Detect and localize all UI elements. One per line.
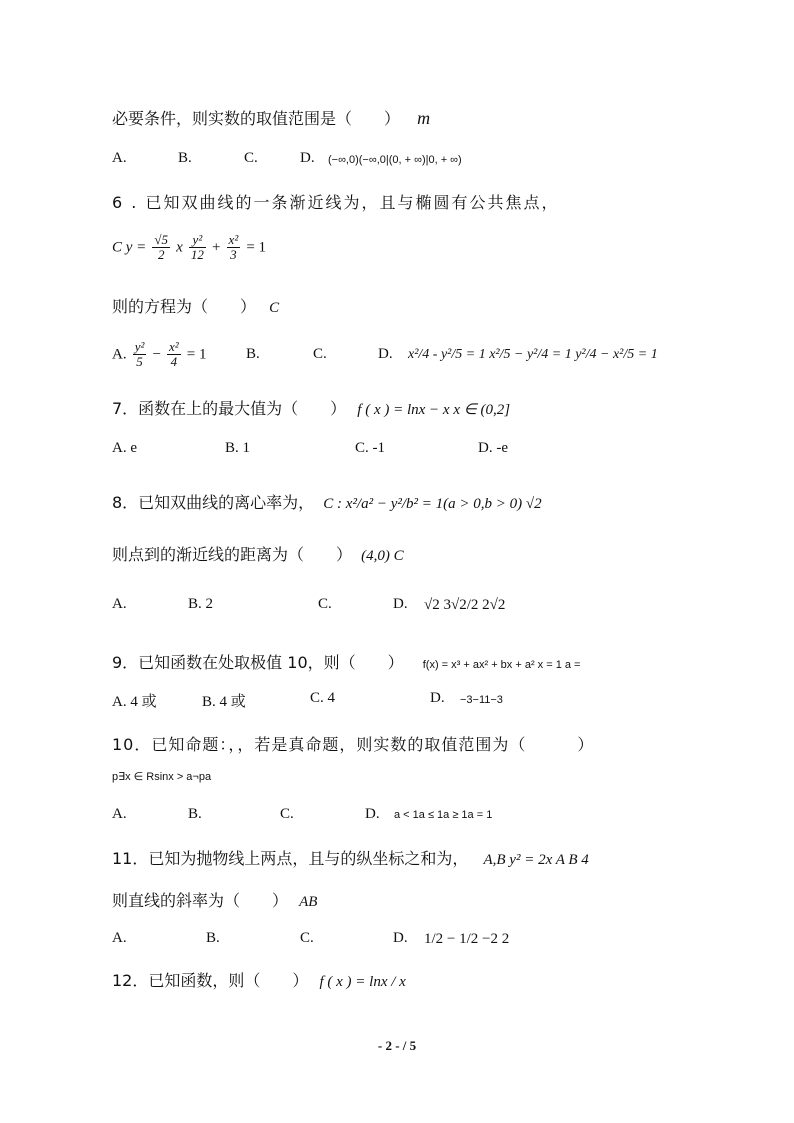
q5-option-b: B. xyxy=(178,150,192,166)
q8-stem: 8．已知双曲线的离心率为， C : x²/a² − y²/b² = 1(a > 0,b > 0) √2 xyxy=(112,493,542,512)
q11-stem-2: 则直线的斜率为（ ） AB xyxy=(112,891,318,910)
q6-option-a: A. $\frac{\text{y²}}{5}$ − $\frac{\text{x²}}{4}$ = 1 xyxy=(112,339,207,369)
q10-option-d-formula: a < 1a ≤ 1a ≥ 1a = 1 xyxy=(394,809,493,821)
q8-option-a: A. xyxy=(112,596,127,612)
q5-stem: 必要条件，则实数的取值范围是（ ） m xyxy=(112,108,431,128)
q11-option-d-formula: 1/2 − 1/2 −2 2 xyxy=(424,931,510,947)
q9-stem: 9．已知函数在处取极值 10，则（ ） f(x) = x³ + ax² + bx + a² x = 1 a = xyxy=(112,653,581,672)
q10-option-d: D. xyxy=(365,806,380,822)
q6-option-d: D. xyxy=(378,346,393,362)
q7-option-a: A. e xyxy=(112,440,137,456)
q9-option-d-formula: −3−11−3 xyxy=(460,694,503,706)
q8-option-b: B. 2 xyxy=(188,596,214,612)
q9-option-d: D. xyxy=(430,690,445,706)
q5-options-formula: (−∞,0)(−∞,0|(0, + ∞)|0, + ∞) xyxy=(328,154,462,166)
q9-option-a: A. 4 或 xyxy=(112,694,157,710)
q6-stem: 6 . 已知双曲线的一条渐近线为，且与椭圆有公共焦点， xyxy=(112,193,560,212)
q5-option-d: D. xyxy=(300,150,315,166)
q10-stem: 10．已知命题：，，若是真命题，则实数的取值范围为（ ） xyxy=(112,735,595,754)
q6-formula: C y = $\frac{√5}{2}$ x $\frac{\text{y²}}{12}$ + $\frac{\text{x²}}{3}$ = 1 xyxy=(112,232,267,262)
q11-option-d: D. xyxy=(393,930,408,946)
q8-option-d: D. xyxy=(393,596,408,612)
q10-option-b: B. xyxy=(188,806,202,822)
q10-formula: p∃x ∈ Rsinx > a¬pa xyxy=(112,771,212,783)
q7-option-b: B. 1 xyxy=(225,440,251,456)
q7-option-d: D. -e xyxy=(478,440,508,456)
q11-option-a: A. xyxy=(112,930,127,946)
q5-option-a: A. xyxy=(112,150,127,166)
q8-option-d-formula: √2 3√2/2 2√2 xyxy=(424,597,506,613)
q7-stem: 7．函数在上的最大值为（ ） f ( x ) = lnx − x x ∈ (0,2] xyxy=(112,399,511,418)
q8-option-c: C. xyxy=(318,596,332,612)
q6-option-c: C. xyxy=(313,346,327,362)
page-footer: - 2 - / 5 xyxy=(377,1038,417,1053)
q6-stem-2: 则的方程为（ ） C xyxy=(112,297,280,316)
q10-option-a: A. xyxy=(112,806,127,822)
q9-option-b: B. 4 或 xyxy=(202,694,246,710)
q11-stem: 11．已知为抛物线上两点，且与的纵坐标之和为， A,B y² = 2x A B 4 xyxy=(112,849,589,868)
q9-option-c: C. 4 xyxy=(310,690,336,706)
q12-stem: 12．已知函数，则（ ） f ( x ) = lnx / x xyxy=(112,971,406,990)
q6-option-d-formula: x²/4 - y²/5 = 1 x²/5 − y²/4 = 1 y²/4 − x²/5 = 1 xyxy=(408,347,658,362)
q5-option-c: C. xyxy=(244,150,258,166)
q11-option-b: B. xyxy=(206,930,220,946)
q11-option-c: C. xyxy=(300,930,314,946)
q8-stem-2: 则点到的渐近线的距离为（ ） (4,0) C xyxy=(112,545,404,564)
q7-option-c: C. -1 xyxy=(355,440,385,456)
q6-option-b: B. xyxy=(246,346,260,362)
q10-option-c: C. xyxy=(280,806,294,822)
